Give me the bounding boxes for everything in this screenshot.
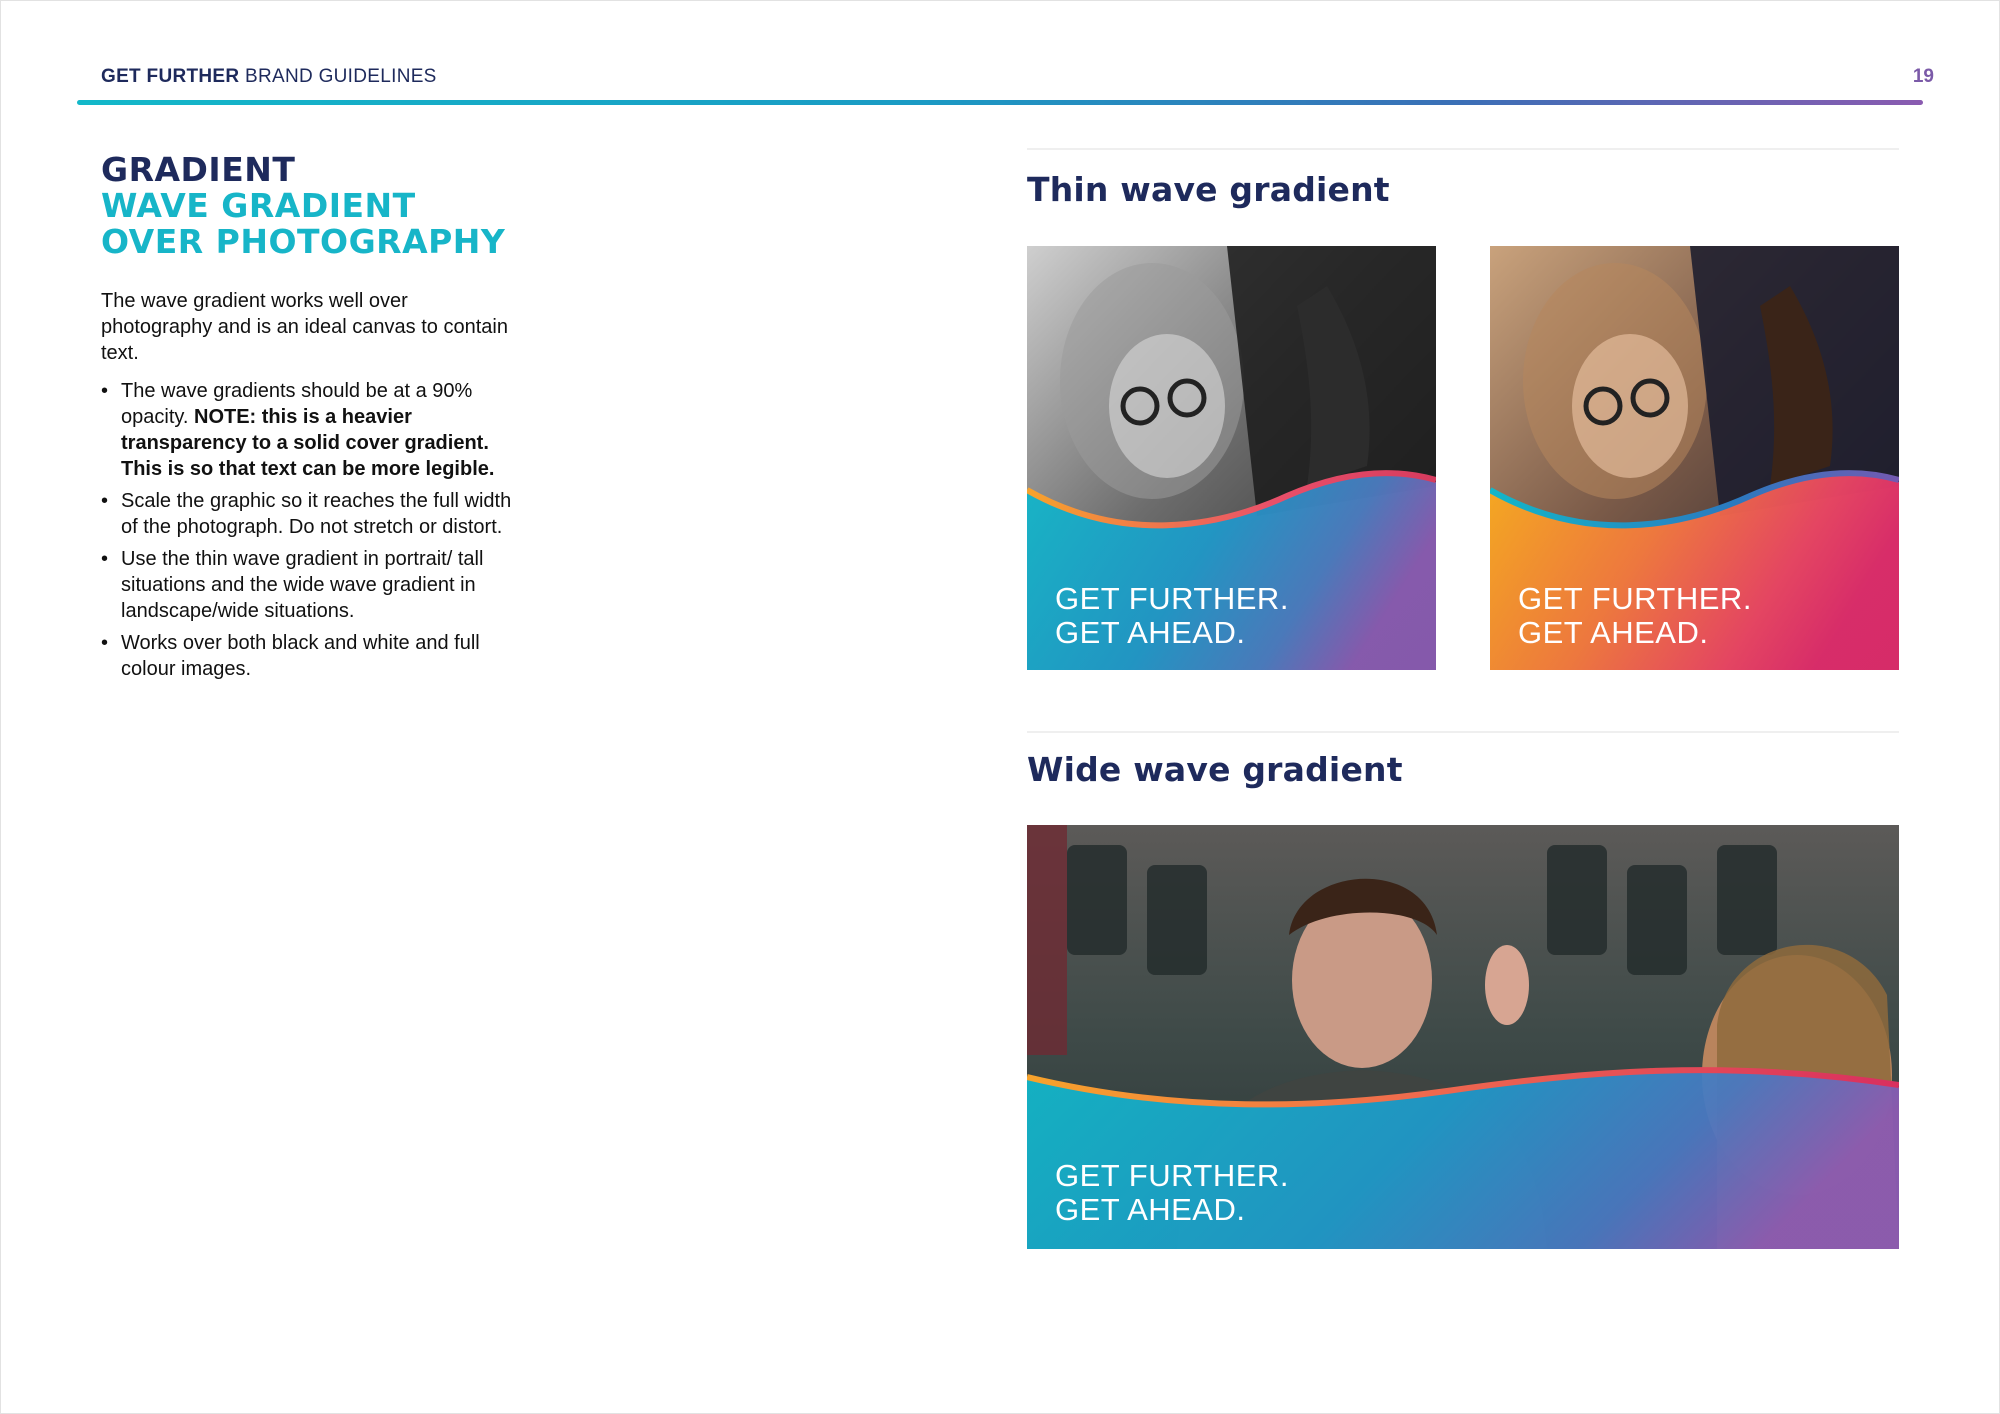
header-gradient-rule bbox=[77, 100, 1923, 105]
tagline-line-2: GET AHEAD. bbox=[1055, 615, 1246, 650]
page-number: 19 bbox=[1912, 66, 1934, 87]
thin-wave-bw-example bbox=[1027, 246, 1436, 670]
wide-wave-example bbox=[1027, 825, 1899, 1249]
title-line-2: WAVE GRADIENT bbox=[101, 186, 416, 225]
header-brand-bold: GET FURTHER bbox=[101, 66, 240, 87]
list-item: • Works over both black and white and full colour images. bbox=[101, 630, 521, 682]
thin-wave-colour-example bbox=[1490, 246, 1899, 670]
tagline-line-1: GET FURTHER. bbox=[1518, 581, 1752, 616]
title-line-3: OVER PHOTOGRAPHY bbox=[101, 222, 506, 261]
header-brand-rest: BRAND GUIDELINES bbox=[239, 66, 437, 87]
card-tagline bbox=[1055, 582, 1289, 650]
card-tagline bbox=[1055, 1159, 1289, 1227]
header-brand bbox=[101, 66, 437, 88]
title-line-1: GRADIENT bbox=[101, 150, 296, 189]
tagline-line-2: GET AHEAD. bbox=[1518, 615, 1709, 650]
list-item: • The wave gradients should be at a 90% opacity. NOTE: this is a heavier transparency to a solid cover gradient. This is so that text can be more legible. bbox=[101, 378, 521, 482]
section-divider bbox=[1027, 731, 1899, 733]
list-item: • Scale the graphic so it reaches the full width of the photograph. Do not stretch or distort. bbox=[101, 488, 521, 540]
section-divider bbox=[1027, 148, 1899, 150]
card-tagline bbox=[1518, 582, 1752, 650]
tagline-line-1: GET FURTHER. bbox=[1055, 581, 1289, 616]
page-title bbox=[101, 152, 505, 260]
intro-paragraph: The wave gradient works well over photography and is an ideal canvas to contain text. bbox=[101, 290, 508, 364]
note-bold: NOTE: this is a heavier transparency to a solid cover gradient. This is so that text can be more legible. bbox=[121, 406, 495, 480]
guideline-list bbox=[101, 378, 521, 688]
tagline-line-1: GET FURTHER. bbox=[1055, 1158, 1289, 1193]
thin-wave-heading: Thin wave gradient bbox=[1027, 170, 1390, 209]
wide-wave-heading: Wide wave gradient bbox=[1027, 750, 1403, 789]
list-item: • Use the thin wave gradient in portrait/ tall situations and the wide wave gradient in landscape/wide situations. bbox=[101, 546, 521, 624]
tagline-line-2: GET AHEAD. bbox=[1055, 1192, 1246, 1227]
